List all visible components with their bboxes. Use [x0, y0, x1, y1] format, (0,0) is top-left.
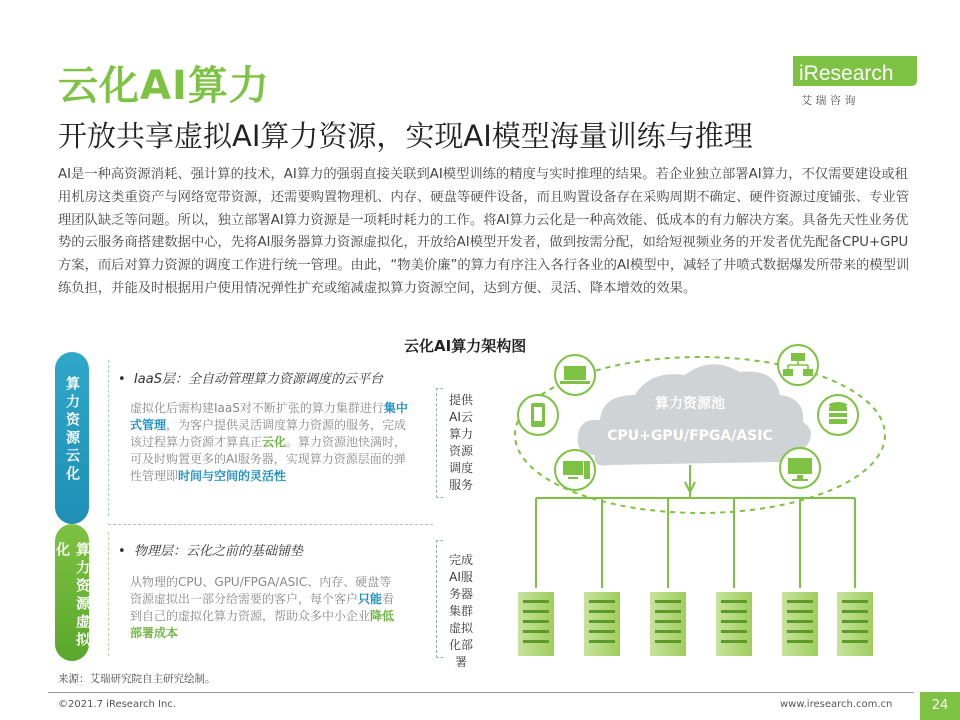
scheduling-bracket — [436, 388, 443, 498]
logo-wordmark: iResearch — [799, 62, 894, 85]
architecture-diagram — [500, 340, 930, 670]
iaas-bracket — [108, 360, 109, 516]
copyright: ©2021.7 iResearch Inc. — [58, 699, 176, 710]
footer-divider — [48, 692, 914, 693]
server-rack-6 — [837, 592, 873, 656]
monitor-icon — [780, 448, 820, 488]
laptop-icon — [555, 355, 595, 395]
server-rack-3 — [650, 592, 686, 656]
diagram-title: 云化AI算力架构图 — [404, 337, 527, 355]
phone-icon — [518, 395, 558, 435]
website-link[interactable]: www.iresearch.com.cn — [780, 699, 893, 710]
deployment-label: 完成AI服务器集群虚拟化部署 — [448, 553, 473, 669]
physical-title: • 物理层：云化之前的基础铺垫 — [118, 544, 303, 559]
source-note: 来源：艾瑞研究院自主研究绘制。 — [58, 673, 216, 685]
cloud-subtitle: CPU+GPU/FPGA/ASIC — [607, 428, 773, 444]
compute-cloud — [578, 364, 811, 465]
layer-divider — [108, 524, 433, 525]
label-virtualization: 算力资源虚拟化 — [54, 542, 90, 650]
page-number: 24 — [920, 692, 960, 720]
server-rack-1 — [518, 592, 554, 656]
deployment-bracket — [436, 540, 443, 658]
iresearch-logo — [785, 52, 925, 110]
scheduling-label: 提供AI云算力资源调度服务 — [448, 393, 473, 492]
network-icon — [778, 345, 818, 385]
iaas-title: • IaaS层：全自动管理算力资源调度的云平台 — [118, 372, 383, 387]
server-rack-5 — [782, 592, 818, 656]
database-icon — [818, 395, 858, 435]
logo-subtext: 艾 瑞 咨 询 — [801, 94, 856, 107]
label-pill-virtualization — [55, 524, 89, 661]
physical-description: 从物理的CPU、GPU/FPGA/ASIC、内存、硬盘等资源虚拟出一部分给需要的客户，每个客户只能看到自己的虚拟化算力资源，帮助众多中小企业降低部署成本 — [130, 575, 395, 640]
label-cloudification: 算力资源云化 — [64, 376, 80, 484]
label-pill-cloudification — [55, 352, 89, 524]
server-rack-4 — [716, 592, 752, 656]
cloud-title: 算力资源池 — [655, 396, 725, 412]
desktop-icon — [555, 450, 595, 490]
iaas-description: 虚拟化后需构建IaaS对不断扩张的算力集群进行集中式管理，为客户提供灵活调度算力资源的服务，完成该过程算力资源才算真正云化。算力资源池快满时，可及时购置更多的AI服务器，实现算力资源层面的弹性管理即时间与空间的灵活性 — [130, 401, 408, 483]
physical-bracket — [108, 532, 109, 656]
page-subtitle: 开放共享虚拟AI算力资源，实现AI模型海量训练与推理 — [58, 119, 753, 153]
body-paragraph: AI是一种高资源消耗、强计算的技术，AI算力的强弱直接关联到AI模型训练的精度与实时推理的结果。若企业独立部署AI算力，不仅需要建设或租用机房这类重资产与网络宽带资源，还需要购置物理机、内存、硬盘等硬件设备，而且购置设备存在采购周期不确定、硬件资源过度铺张、专业管理团队缺乏等问题。所以，独立部署AI算力资源是一项耗时耗力的工作。将AI算力云化是一种高效能、低成本的有力解决方案。具备先天性业务优势的云服务商搭建数据中心，先将AI服务器算力资源虚拟化，开放给AI模型开发者，做到按需分配，如给短视频业务的开发者优先配备CPU+GPU方案，而后对算力资源的调度工作进行统一管理。由此，“物美价廉”的算力有序注入各行各业的AI模型中，减轻了井喷式数据爆发所带来的模型训练负担，并能及时根据用户使用情况弹性扩充或缩减虚拟算力资源空间，达到方便、灵活、降本增效的效果。 — [58, 167, 910, 296]
server-rack-2 — [584, 592, 620, 656]
page-title: 云化AI算力 — [58, 63, 270, 109]
